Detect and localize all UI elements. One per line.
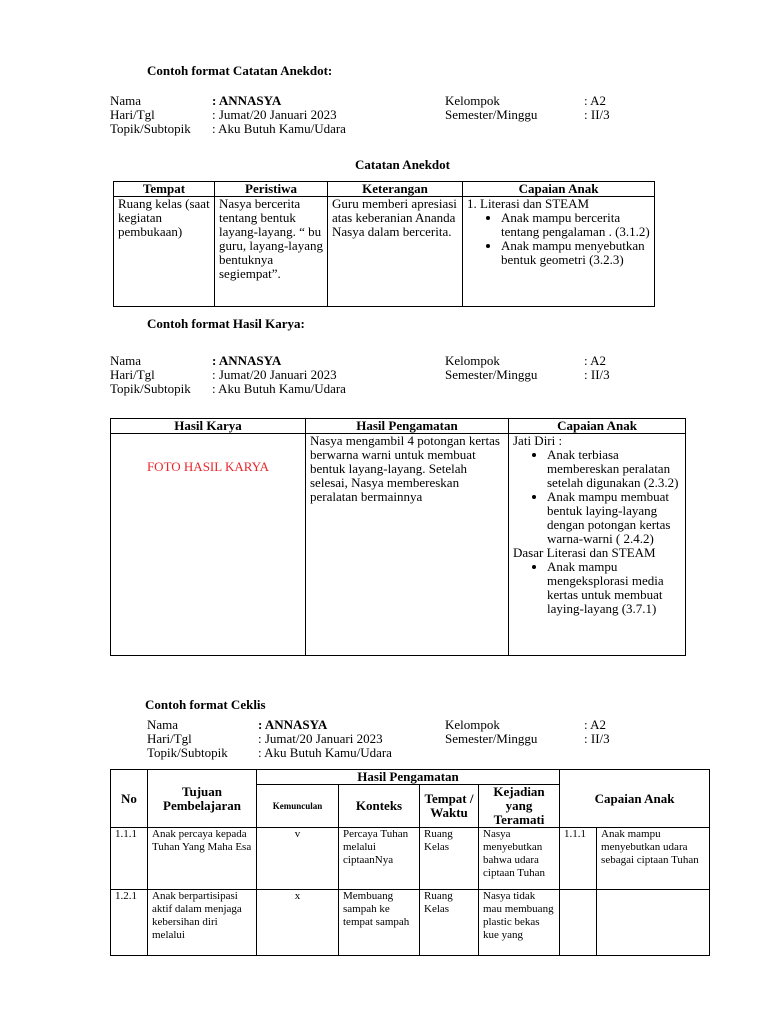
capaian-title: 1. Literasi dan STEAM (467, 196, 590, 211)
meta-right-values-3 (584, 718, 610, 746)
label-hari: Hari/Tgl (147, 731, 192, 746)
col-tempat: Tempat / Waktu (420, 785, 479, 828)
cell-no: 1.2.1 (111, 890, 148, 956)
cell-capaian: Anak mampu menyebutkan udara sebagai ciptaan Tuhan (597, 828, 710, 890)
list-item: • Anak mampu membuat bentuk laying-layang dengan potongan kertas warna-warni ( 2.4.2) (547, 490, 681, 546)
meta-values-2 (212, 354, 346, 396)
value-kelompok: : A2 (584, 93, 607, 108)
cell-keterangan: Guru memberi apresiasi atas keberanian Ananda Nasya dalam bercerita. (328, 197, 463, 307)
value-nama: : ANNASYA (212, 353, 282, 368)
col-tujuan: Tujuan Pembelajaran (148, 770, 257, 828)
list-item: • Anak mampu menyebutkan bentuk geometri (3.2.3) (501, 239, 650, 267)
cell-tempat: Ruang Kelas (420, 890, 479, 956)
cell-no: 1.1.1 (111, 828, 148, 890)
cell-peristiwa: Nasya bercerita tentang bentuk layang-layang. “ bu guru, layang-layang bentuknya segiempat”. (215, 197, 328, 307)
value-nama: : ANNASYA (212, 93, 282, 108)
label-semester: Semester/Minggu (445, 731, 538, 746)
value-nama: : ANNASYA (258, 717, 328, 732)
table-row (111, 828, 710, 890)
foto-placeholder: FOTO HASIL KARYA (146, 459, 270, 474)
cell-cap-no: 1.1.1 (560, 828, 597, 890)
label-semester: Semester/Minggu (445, 107, 538, 122)
value-semester: : II/3 (584, 367, 610, 382)
col-kejadian: Kejadian yang Teramati (479, 785, 560, 828)
value-semester: : II/3 (584, 107, 610, 122)
list-item: • Anak mampu bercerita tentang pengalaman . (3.1.2) (501, 211, 650, 239)
cell-kemunculan: v (257, 828, 339, 890)
jati-diri-list (513, 448, 681, 546)
meta-right-3 (445, 718, 537, 746)
heading-ceklis: Contoh format Ceklis (145, 697, 266, 712)
col-capaian-anak: Capaian Anak (509, 419, 686, 434)
meta-right-1 (445, 94, 537, 122)
cell-tujuan: Anak berpartisipasi aktif dalam menjaga kebersihan diri melalui (148, 890, 257, 956)
value-hari: : Jumat/20 Januari 2023 (212, 107, 337, 122)
cell-capaian (597, 890, 710, 956)
label-hari: Hari/Tgl (110, 107, 155, 122)
cell-capaian (463, 197, 655, 307)
meta-values-3 (258, 718, 392, 760)
cell-pengamatan: Nasya mengambil 4 potongan kertas berwarna warni untuk membuat bentuk layang-layang. Setelah selesai, Nasya membereskan peralatan bermainnya (306, 434, 509, 656)
anekdot-table (113, 181, 655, 307)
meta-left-2 (110, 354, 191, 396)
col-hasil-pengamatan: Hasil Pengamatan (257, 770, 560, 785)
cell-konteks: Percaya Tuhan melalui ciptaanNya (339, 828, 420, 890)
label-kelompok: Kelompok (445, 353, 500, 368)
cell-kemunculan: x (257, 890, 339, 956)
cell-capaian (509, 434, 686, 656)
label-topik: Topik/Subtopik (110, 121, 191, 136)
meta-right-2 (445, 354, 537, 382)
col-konteks: Konteks (339, 785, 420, 828)
col-peristiwa: Peristiwa (215, 182, 328, 197)
cell-foto (111, 434, 306, 656)
cell-kejadian: Nasya menyebutkan bahwa udara ciptaan Tuhan (479, 828, 560, 890)
cell-cap-no (560, 890, 597, 956)
literasi-title: Dasar Literasi dan STEAM (513, 545, 656, 560)
value-topik: : Aku Butuh Kamu/Udara (258, 745, 392, 760)
capaian-list (467, 211, 650, 267)
col-capaian: Capaian Anak (560, 770, 710, 828)
value-topik: : Aku Butuh Kamu/Udara (212, 121, 346, 136)
hasil-karya-table (110, 418, 686, 656)
col-tempat: Tempat (114, 182, 215, 197)
label-kelompok: Kelompok (445, 717, 500, 732)
table-title-catatan: Catatan Anekdot (355, 157, 450, 172)
cell-konteks: Membuang sampah ke tempat sampah (339, 890, 420, 956)
label-hari: Hari/Tgl (110, 367, 155, 382)
meta-right-values-1 (584, 94, 610, 122)
col-keterangan: Keterangan (328, 182, 463, 197)
label-semester: Semester/Minggu (445, 367, 538, 382)
value-topik: : Aku Butuh Kamu/Udara (212, 381, 346, 396)
list-item: • Anak terbiasa membereskan peralatan setelah digunakan (2.3.2) (547, 448, 681, 490)
heading-hasil-karya: Contoh format Hasil Karya: (147, 316, 305, 331)
value-hari: : Jumat/20 Januari 2023 (258, 731, 383, 746)
col-capaian: Capaian Anak (463, 182, 655, 197)
label-nama: Nama (110, 93, 142, 108)
meta-left-1 (110, 94, 191, 136)
col-no: No (111, 770, 148, 828)
cell-tempat: Ruang kelas (saat kegiatan pembukaan) (114, 197, 215, 307)
col-hasil-karya: Hasil Karya (111, 419, 306, 434)
value-kelompok: : A2 (584, 353, 607, 368)
label-nama: Nama (147, 717, 179, 732)
label-topik: Topik/Subtopik (147, 745, 228, 760)
col-kemunculan: Kemunculan (257, 785, 339, 828)
value-kelompok: : A2 (584, 717, 607, 732)
col-hasil-pengamatan: Hasil Pengamatan (306, 419, 509, 434)
value-hari: : Jumat/20 Januari 2023 (212, 367, 337, 382)
literasi-list (513, 560, 681, 616)
value-semester: : II/3 (584, 731, 610, 746)
cell-tempat: Ruang Kelas (420, 828, 479, 890)
cell-kejadian: Nasya tidak mau membuang plastic bekas kue yang (479, 890, 560, 956)
cell-tujuan: Anak percaya kepada Tuhan Yang Maha Esa (148, 828, 257, 890)
heading-catatan-anekdot: Contoh format Catatan Anekdot: (147, 63, 333, 78)
ceklis-table (110, 769, 710, 956)
label-topik: Topik/Subtopik (110, 381, 191, 396)
jati-diri-title: Jati Diri : (513, 433, 563, 448)
table-row (111, 890, 710, 956)
meta-left-3 (147, 718, 228, 760)
meta-right-values-2 (584, 354, 610, 382)
list-item: • Anak mampu mengeksplorasi media kertas untuk membuat laying-layang (3.7.1) (547, 560, 681, 616)
label-nama: Nama (110, 353, 142, 368)
label-kelompok: Kelompok (445, 93, 500, 108)
meta-values-1 (212, 94, 346, 136)
